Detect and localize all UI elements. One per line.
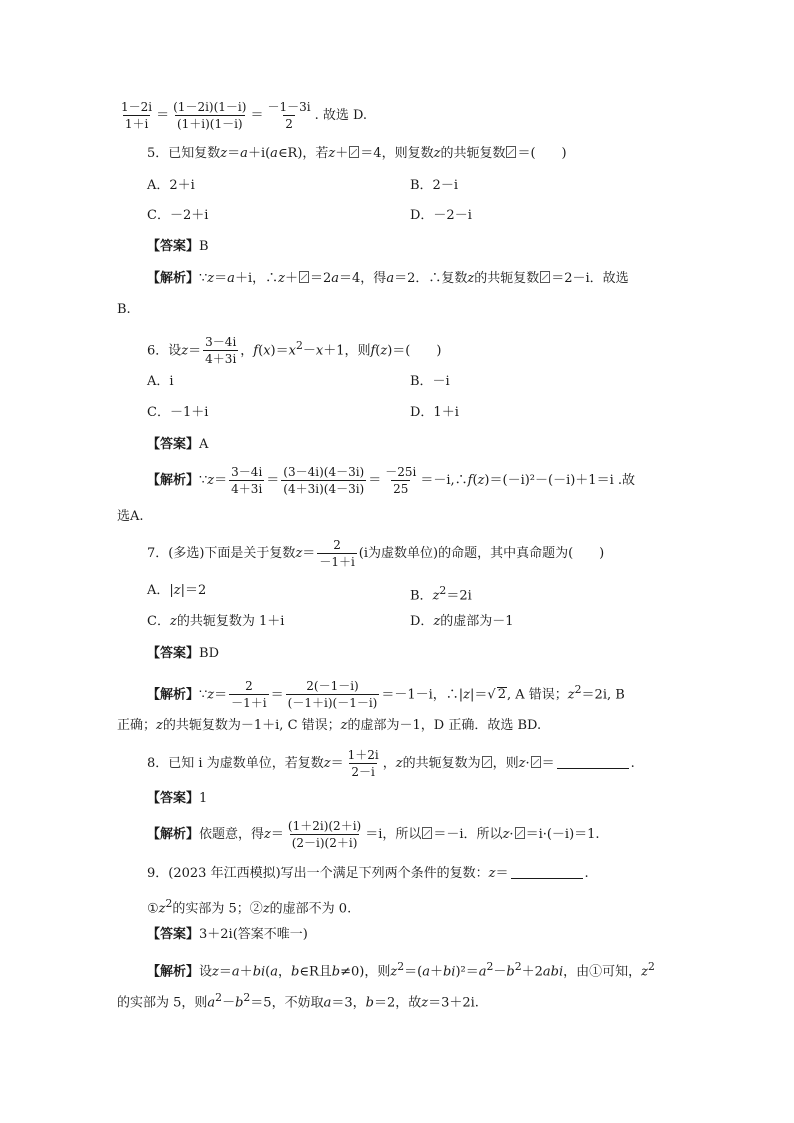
fraction: $\frac{3-4i}{4+3i}$ — [231, 465, 263, 496]
fraction: $\frac{-25i}{25}$ — [385, 465, 417, 496]
q5-analysis: 【解析】∵z＝a＋i，∴z＋ ＝2a＝4，得a＝2．∴复数z的共轭复数 ＝2－i．故选 — [147, 271, 629, 286]
question-6-stem: 6．设z＝ $\frac{3-4i}{4+3i}$ ，$f(x)=x^2-x+1$，则f(z)＝( ) — [147, 335, 442, 367]
sqrt-symbol: √ — [487, 687, 496, 703]
conjugate-symbol — [506, 146, 516, 158]
fraction: $\frac{(3-4i)(4-3i)}{(4+3i)(4-3i)}$ — [283, 465, 365, 496]
fraction: $\frac{-1-3i}{2}$ — [267, 100, 311, 131]
fraction: $\frac{3-4i}{4+3i}$ — [205, 335, 237, 367]
q5-option-d: D．－2－i — [410, 208, 472, 223]
conjugate-symbol — [422, 827, 432, 839]
prev-solution-tail: $\frac{1-2i}{1+i}$ ＝ $\frac{(1-2i)(1-i)}{(1+i)(1-i)}$ ＝ $\frac{-1-3i}{2}$ . 故选 D. — [121, 100, 368, 131]
q5-answer: 【答案】B — [147, 239, 209, 254]
conjugate-symbol — [349, 146, 359, 158]
q5-option-b: B．2－i — [410, 178, 458, 193]
answer-blank[interactable] — [511, 864, 583, 879]
fraction: $\frac{2(-1-i)}{(-1+i)(-1-i)}$ — [287, 679, 378, 711]
fraction: $\frac{2}{-1+i}$ — [231, 679, 267, 711]
q5-analysis-line2: B. — [117, 302, 131, 317]
answer-blank[interactable] — [557, 754, 629, 769]
q5-option-c: C．－2＋i — [147, 208, 209, 223]
question-7-stem: 7．(多选)下面是关于复数z＝ $\frac{2}{-1+i}$ (i为虚数单位)的命题，其中真命题为( ) — [147, 538, 605, 569]
conjugate-symbol — [299, 271, 309, 283]
q7-option-d: D．z的虚部为－1 — [410, 614, 514, 629]
q6-option-d: D．1＋i — [410, 405, 459, 420]
q9-analysis: 【解析】设z＝a＋bi(a，b∈R且b≠0)，则$z^2=(a+bi)^2=a^2-b^2+2abi$，由①可知，$z^2$ — [147, 960, 655, 980]
q8-answer: 【答案】1 — [147, 791, 208, 806]
q7-option-a: A．|z|＝2 — [147, 583, 207, 598]
q7-analysis: 【解析】∵z＝ $\frac{2}{-1+i}$ ＝ $\frac{2(-1-i)}{(-1+i)(-1-i)}$ ＝－1－i，∴|z|＝√ 2, A 错误；$z^2=2i$, B — [147, 679, 625, 711]
fraction: $\frac{(1+2i)(2+i)}{(2-i)(2+i)}$ — [287, 819, 362, 850]
fraction: $\frac{2}{-1+i}$ — [319, 538, 355, 569]
q6-answer: 【答案】A — [147, 437, 209, 452]
q6-option-a: A．i — [147, 374, 174, 389]
question-8-stem: 8．已知 i 为虚数单位，若复数z＝ $\frac{1+2i}{2-i}$ ，z的共轭复数为 ，则z· ＝ . — [147, 748, 635, 779]
q8-analysis: 【解析】依题意，得z＝ $\frac{(1+2i)(2+i)}{(2-i)(2+i)}$ ＝i，所以 ＝－i．所以z· ＝i·(－i)＝1. — [147, 819, 600, 850]
conjugate-symbol — [531, 756, 541, 768]
q7-option-b: B．$z^2=2i$ — [410, 584, 472, 604]
fraction: $\frac{1+2i}{2-i}$ — [347, 748, 379, 779]
q7-option-c: C．z的共轭复数为 1＋i — [147, 614, 285, 629]
q7-answer: 【答案】BD — [147, 646, 219, 661]
q7-analysis-line2: 正确；z的共轭复数为－1＋i, C 错误；z的虚部为－1，D 正确．故选 BD. — [117, 718, 542, 733]
q6-option-c: C．－1＋i — [147, 405, 209, 420]
q9-conditions: $①z^2$的实部为 5；②z的虚部不为 0. — [147, 897, 352, 917]
conjugate-symbol — [540, 271, 550, 283]
conjugate-symbol — [482, 756, 492, 768]
fraction: $\frac{(1-2i)(1-i)}{(1+i)(1-i)}$ — [173, 100, 247, 131]
question-5-stem: 5．已知复数z＝a＋i(a∈R)，若z＋ ＝4，则复数z的共轭复数 ＝( ) — [147, 146, 567, 161]
q9-analysis-line2: 的实部为 5，则$a^2-b^2=5$，不妨取a＝3，b＝2，故z＝3＋2i. — [117, 991, 479, 1011]
q6-analysis-line2: 选A. — [117, 509, 144, 524]
fraction: $\frac{1-2i}{1+i}$ — [121, 100, 153, 131]
question-9-stem: 9．(2023 年江西模拟)写出一个满足下列两个条件的复数：z＝ . — [147, 866, 589, 881]
q6-option-b: B．－i — [410, 374, 450, 389]
q5-option-a: A．2＋i — [147, 178, 195, 193]
q6-analysis: 【解析】∵z＝ $\frac{3-4i}{4+3i}$ ＝ $\frac{(3-4i)(4-3i)}{(4+3i)(4-3i)}$ ＝ $\frac{-25i}{25}$ ＝－i,∴f(z)＝(－i)²－(－i)＋1＝i .故 — [147, 465, 636, 496]
conjugate-symbol — [515, 827, 525, 839]
q9-answer: 【答案】3＋2i(答案不唯一) — [147, 927, 308, 942]
